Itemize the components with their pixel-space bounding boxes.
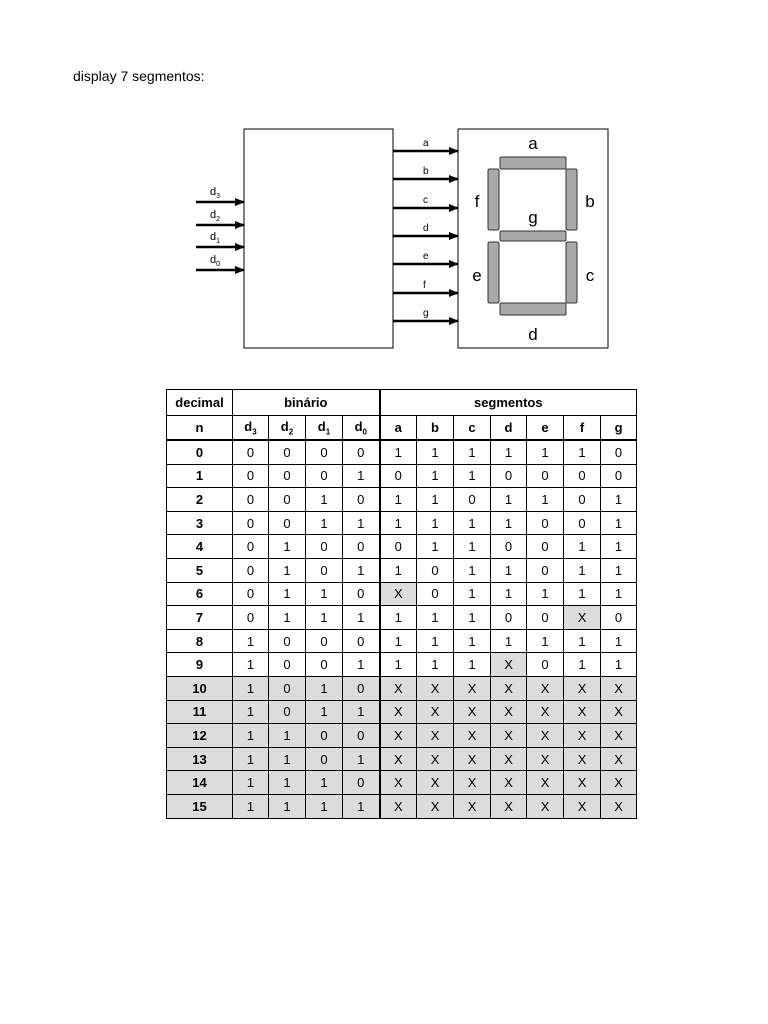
segment-cell: X [380,771,417,795]
segment-cell: 1 [564,582,601,606]
segment-cell: X [601,724,637,748]
binary-cell: 1 [269,747,306,771]
decimal-cell: 14 [167,771,233,795]
segment-cell: 1 [380,629,417,653]
binary-cell: 1 [269,606,306,630]
segment-cell: 1 [564,653,601,677]
binary-cell: 0 [269,464,306,488]
segment-cell: X [417,700,454,724]
decimal-cell: 7 [167,606,233,630]
binary-cell: 0 [306,724,343,748]
binary-cell: 0 [269,488,306,512]
header-segmentos: segmentos [380,390,637,416]
binary-cell: 0 [269,700,306,724]
group-header-row [167,390,637,416]
segment-cell: 1 [527,629,564,653]
decimal-cell: 9 [167,653,233,677]
segment-cell: 1 [491,558,527,582]
segment-cell: 1 [380,440,417,464]
binary-cell: 1 [306,700,343,724]
segment-b [566,169,577,230]
segment-cell: X [380,724,417,748]
segment-cell: X [417,771,454,795]
decoder-box [244,129,393,348]
segment-cell: X [380,747,417,771]
segment-cell: X [527,724,564,748]
input-label-d0: $d_0$ [210,254,221,268]
segment-e [488,242,499,303]
binary-cell: 0 [233,488,269,512]
binary-cell: 0 [233,582,269,606]
table-row [167,794,637,818]
binary-cell: 1 [233,724,269,748]
segment-cell: 1 [417,464,454,488]
segment-cell: 1 [454,558,491,582]
decimal-cell: 11 [167,700,233,724]
segment-cell: 0 [527,653,564,677]
segment-cell: 0 [380,464,417,488]
table-row [167,440,637,464]
decimal-cell: 2 [167,488,233,512]
binary-cell: 1 [306,794,343,818]
binary-cell: 0 [343,771,380,795]
binary-cell: 1 [233,653,269,677]
segment-cell: 1 [601,629,637,653]
segment-cell: X [564,747,601,771]
segment-cell: 0 [527,606,564,630]
segment-cell: 1 [454,535,491,559]
segment-cell: 0 [564,488,601,512]
segment-cell: 1 [454,582,491,606]
segment-cell: X [527,700,564,724]
binary-cell: 1 [306,606,343,630]
output-label-b: b [423,166,429,177]
binary-cell: 0 [306,535,343,559]
output-label-a: a [423,138,429,149]
header-binario: binário [233,390,380,416]
decimal-cell: 6 [167,582,233,606]
binary-cell: 1 [269,582,306,606]
segment-cell: X [417,724,454,748]
decimal-cell: 13 [167,747,233,771]
segment-label-d: d [528,325,538,344]
binary-cell: 1 [343,464,380,488]
decimal-cell: 5 [167,558,233,582]
binary-cell: 1 [306,488,343,512]
binary-cell: 1 [343,747,380,771]
segment-g [500,231,566,241]
segment-cell: 0 [380,535,417,559]
binary-cell: 1 [269,794,306,818]
table-row [167,700,637,724]
segment-cell: 1 [527,582,564,606]
segment-cell: 0 [491,464,527,488]
binary-cell: 0 [306,558,343,582]
decimal-cell: 1 [167,464,233,488]
binary-cell: 0 [343,488,380,512]
segment-cell: X [564,724,601,748]
segment-cell: 1 [491,488,527,512]
segment-cell: 1 [417,535,454,559]
segment-cell: 1 [380,558,417,582]
segment-cell: 1 [417,606,454,630]
binary-cell: 1 [343,794,380,818]
binary-cell: 0 [343,676,380,700]
table-row [167,771,637,795]
segment-cell: 1 [417,488,454,512]
table-row [167,535,637,559]
binary-cell: 1 [269,724,306,748]
column-header-d1: $d_1$ [306,416,343,441]
segment-cell: 1 [601,558,637,582]
table-row [167,629,637,653]
binary-cell: 0 [343,535,380,559]
column-header-g: g [601,416,637,441]
column-header-b: b [417,416,454,441]
segment-d [500,303,566,315]
segment-cell: 1 [491,582,527,606]
segment-cell: 1 [527,488,564,512]
segment-cell: 1 [564,535,601,559]
binary-cell: 1 [233,700,269,724]
column-header-d: d [491,416,527,441]
binary-cell: 0 [306,629,343,653]
segment-cell: 1 [527,440,564,464]
segment-cell: X [601,747,637,771]
segment-cell: 1 [417,511,454,535]
binary-cell: 0 [343,724,380,748]
output-label-g: g [423,308,429,319]
segment-cell: 1 [417,629,454,653]
segment-cell: 0 [527,558,564,582]
segment-cell: X [527,747,564,771]
binary-cell: 1 [233,747,269,771]
binary-cell: 0 [233,535,269,559]
segment-label-f: f [474,192,480,211]
segment-cell: 1 [491,511,527,535]
segment-cell: X [491,794,527,818]
segment-cell: X [527,676,564,700]
binary-cell: 0 [233,440,269,464]
segment-cell: 1 [454,440,491,464]
segment-cell: X [454,724,491,748]
binary-cell: 1 [233,771,269,795]
segment-label-g: g [528,208,538,227]
segment-cell: 1 [380,653,417,677]
segment-cell: X [454,794,491,818]
page-heading: display 7 segmentos: [73,68,205,84]
segment-cell: 0 [564,464,601,488]
segment-cell: 1 [601,582,637,606]
segment-cell: 0 [601,440,637,464]
segment-label-e: e [472,266,482,285]
segment-cell: 1 [564,558,601,582]
binary-cell: 1 [343,653,380,677]
segment-cell: 0 [491,535,527,559]
header-decimal: decimal [167,390,233,416]
seven-segment-diagram [190,125,610,353]
binary-cell: 0 [269,440,306,464]
segment-cell: X [601,794,637,818]
segment-cell: 0 [417,558,454,582]
binary-cell: 0 [269,653,306,677]
binary-cell: 1 [343,558,380,582]
segment-cell: 0 [417,582,454,606]
binary-cell: 1 [269,535,306,559]
decimal-cell: 15 [167,794,233,818]
column-header-d0: $d_0$ [343,416,380,441]
segment-cell: 1 [564,629,601,653]
segment-cell: X [601,676,637,700]
binary-cell: 1 [269,771,306,795]
segment-cell: 1 [454,653,491,677]
decimal-cell: 0 [167,440,233,464]
segment-cell: X [491,653,527,677]
table-row [167,558,637,582]
binary-cell: 1 [233,676,269,700]
segment-cell: 1 [417,440,454,464]
segment-cell: 1 [380,488,417,512]
segment-label-a: a [528,134,538,153]
segment-cell: X [564,676,601,700]
binary-cell: 0 [269,676,306,700]
binary-cell: 1 [233,794,269,818]
binary-cell: 1 [306,582,343,606]
binary-cell: 0 [306,653,343,677]
segment-cell: 0 [601,606,637,630]
table-row [167,747,637,771]
output-label-c: c [423,195,428,206]
segment-label-b: b [585,192,595,211]
column-header-e: e [527,416,564,441]
segment-cell: X [527,794,564,818]
binary-cell: 0 [343,440,380,464]
segment-cell: X [564,700,601,724]
segment-cell: X [380,700,417,724]
table-row [167,676,637,700]
table-row [167,488,637,512]
column-header-row [167,416,637,441]
column-header-a: a [380,416,417,441]
segment-cell: 1 [491,440,527,464]
table-row [167,606,637,630]
binary-cell: 1 [306,771,343,795]
segment-cell: X [454,747,491,771]
segment-cell: 1 [601,535,637,559]
output-label-e: e [423,251,429,262]
segment-cell: X [527,771,564,795]
segment-cell: 0 [527,464,564,488]
segment-cell: 1 [454,606,491,630]
table-row [167,464,637,488]
segment-cell: X [417,747,454,771]
segment-cell: X [564,606,601,630]
segment-cell: X [454,700,491,724]
binary-cell: 0 [233,464,269,488]
binary-cell: 1 [269,558,306,582]
segment-cell: X [454,676,491,700]
segment-cell: 1 [601,511,637,535]
segment-cell: X [380,676,417,700]
decimal-cell: 3 [167,511,233,535]
segment-cell: 1 [417,653,454,677]
binary-cell: 1 [306,511,343,535]
column-header-f: f [564,416,601,441]
segment-cell: X [564,771,601,795]
binary-cell: 0 [269,629,306,653]
segment-c [566,242,577,303]
column-header-c: c [454,416,491,441]
binary-cell: 0 [343,582,380,606]
diagram-svg [190,125,610,353]
segment-cell: X [491,700,527,724]
segment-cell: X [491,724,527,748]
segment-cell: X [380,582,417,606]
binary-cell: 0 [306,747,343,771]
segment-cell: 1 [380,511,417,535]
input-label-d3: $d_3$ [210,186,221,200]
binary-cell: 0 [343,629,380,653]
column-header-d2: $d_2$ [269,416,306,441]
segment-cell: X [564,794,601,818]
binary-cell: 1 [343,606,380,630]
table-row [167,724,637,748]
binary-cell: 0 [233,606,269,630]
decimal-cell: 4 [167,535,233,559]
segment-cell: 1 [454,511,491,535]
segment-cell: 1 [454,464,491,488]
binary-cell: 0 [233,558,269,582]
binary-cell: 1 [343,511,380,535]
table-row [167,653,637,677]
segment-cell: 1 [380,606,417,630]
segment-cell: X [417,676,454,700]
segment-cell: 0 [564,511,601,535]
truth-table [166,389,637,819]
segment-cell: X [491,747,527,771]
segment-cell: X [601,771,637,795]
table-row [167,582,637,606]
segment-cell: X [454,771,491,795]
binary-cell: 0 [233,511,269,535]
binary-cell: 1 [233,629,269,653]
segment-cell: X [491,676,527,700]
decimal-cell: 12 [167,724,233,748]
segment-label-c: c [585,266,595,285]
segment-cell: 1 [601,488,637,512]
binary-cell: 0 [306,440,343,464]
table-row [167,511,637,535]
segment-f [488,169,499,230]
segment-a [500,157,566,169]
segment-cell: X [380,794,417,818]
column-header-n: n [167,416,233,441]
output-label-d: d [423,223,429,234]
segment-cell: 0 [601,464,637,488]
segment-cell: X [491,771,527,795]
input-label-d2: $d_2$ [210,209,221,223]
segment-cell: 0 [491,606,527,630]
column-header-d3: $d_3$ [233,416,269,441]
output-label-f: f [423,280,426,291]
binary-cell: 0 [306,464,343,488]
segment-cell: X [601,700,637,724]
input-label-d1: $d_1$ [210,231,221,245]
decimal-cell: 10 [167,676,233,700]
decimal-cell: 8 [167,629,233,653]
segment-cell: 0 [454,488,491,512]
segment-cell: 0 [527,511,564,535]
binary-cell: 1 [343,700,380,724]
segment-cell: 1 [454,629,491,653]
binary-cell: 1 [306,676,343,700]
segment-cell: 0 [527,535,564,559]
segment-cell: X [417,794,454,818]
segment-cell: 1 [601,653,637,677]
binary-cell: 0 [269,511,306,535]
segment-cell: 1 [564,440,601,464]
segment-cell: 1 [491,629,527,653]
